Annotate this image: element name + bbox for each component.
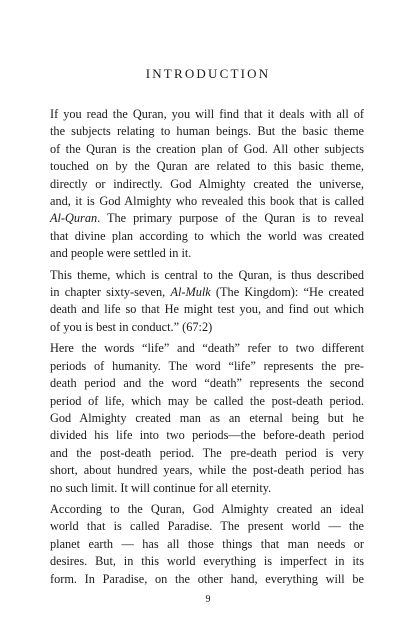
- text-fragment: . The primary purpose of the Quran is to reveal: [97, 211, 364, 226]
- text-line: and the post-death period. The pre-death period is very: [50, 445, 364, 460]
- text-line: world that is called Paradise. The present world — the: [50, 519, 364, 534]
- text-fragment: (The Kingdom): “He created: [210, 285, 364, 300]
- text-line: God Almighty created man as an eternal being but he: [50, 410, 364, 425]
- body-text: [50, 106, 364, 592]
- text-line: periods of humanity. The word “life” represents the pre-: [50, 358, 364, 373]
- text-line: divided his life into two periods—the before-death period: [50, 428, 364, 443]
- text-line: Here the words “life” and “death” refer to two different: [50, 341, 364, 356]
- paragraph-1: [50, 106, 364, 263]
- paragraph-2: [50, 267, 364, 337]
- text-line: the subjects relating to human beings. But the basic theme: [50, 124, 364, 139]
- text-line: desires. But, in this world everything is imperfect in its: [50, 554, 364, 569]
- text-fragment: in chapter sixty-seven,: [50, 285, 171, 300]
- text-line: death period and the word “death” represents the second: [50, 376, 364, 391]
- italic-title: Al-Quran: [50, 211, 98, 226]
- text-line: no such limit. It will continue for all eternity.: [50, 480, 272, 495]
- text-line: short, about hundred years, while the post-death period has: [50, 463, 364, 478]
- paragraph-3: [50, 340, 364, 497]
- text-line: According to the Quran, God Almighty created an ideal: [50, 501, 364, 516]
- text-line: directly or indirectly. God Almighty created the universe,: [50, 176, 364, 191]
- text-line: [50, 284, 364, 301]
- text-line: of the Quran is the creation plan of God. All other subjects: [50, 141, 364, 156]
- text-line: that divine plan according to which the world was created: [50, 228, 364, 243]
- text-line: If you read the Quran, you will find that it deals with all of: [50, 107, 364, 121]
- text-line: planet earth — has all those things that man needs or: [50, 536, 364, 551]
- chapter-heading: INTRODUCTION: [145, 66, 271, 81]
- page-number: 9: [205, 594, 211, 605]
- italic-title: Al-Mulk: [170, 285, 211, 300]
- text-line: period of life, which may be called the post-death period.: [50, 393, 364, 408]
- text-line: death and life so that He might test you, and find out which: [50, 302, 364, 317]
- text-line: of you is best in conduct.” (67:2): [50, 319, 213, 334]
- text-line: and, it is God Almighty who revealed this book that is called: [50, 194, 364, 209]
- text-line: [50, 210, 364, 227]
- text-line: touched on by the Quran are related to this basic theme,: [50, 159, 364, 174]
- text-line: form. In Paradise, on the other hand, everything will be: [50, 571, 364, 586]
- text-line: This theme, which is central to the Quran, is thus described: [50, 267, 364, 282]
- paragraph-4: [50, 501, 364, 588]
- text-line: and people were settled in it.: [50, 246, 192, 261]
